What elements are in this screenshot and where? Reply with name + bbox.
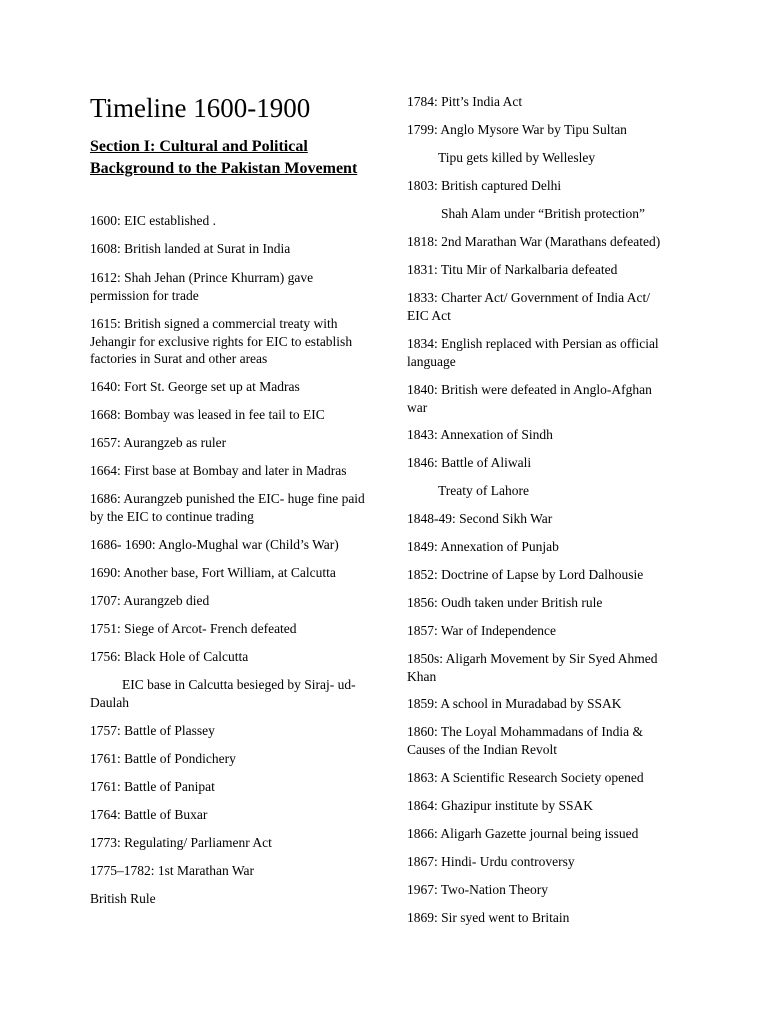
timeline-entry: 1799: Anglo Mysore War by Tipu Sultan — [407, 122, 627, 137]
timeline-entry: 1761: Battle of Pondichery — [90, 751, 236, 766]
timeline-entry: 1848-49: Second Sikh War — [407, 511, 553, 526]
timeline-entry: 1784: Pitt’s India Act — [407, 94, 523, 109]
timeline-entry: 1803: British captured Delhi — [407, 178, 562, 193]
timeline-entry: 1846: Battle of Aliwali — [407, 455, 532, 470]
timeline-entry: 1833: Charter Act/ Government of India Act/ EIC Act — [407, 290, 650, 323]
timeline-entry: 1608: British landed at Surat in India — [90, 241, 291, 256]
timeline-entry: 1860: The Loyal Mohammadans of India & Causes of the Indian Revolt — [407, 724, 643, 757]
timeline-entry-indented: EIC base in Calcutta besieged by Siraj- ud-Daulah — [90, 677, 356, 710]
timeline-entry: 1863: A Scientific Research Society opened — [407, 770, 644, 785]
timeline-entry: 1856: Oudh taken under British rule — [407, 595, 603, 610]
section-heading: Section I: Cultural and Political Background to the Pakistan Movement — [90, 138, 358, 177]
timeline-entry: 1686- 1690: Anglo-Mughal war (Child’s War) — [90, 537, 339, 552]
timeline-entry-indented: Treaty of Lahore — [438, 483, 529, 498]
timeline-entry: 1757: Battle of Plassey — [90, 723, 215, 738]
timeline-entry: 1831: Titu Mir of Narkalbaria defeated — [407, 262, 618, 277]
timeline-entry: 1600: EIC established . — [90, 213, 216, 228]
timeline-entry: 1834: English replaced with Persian as official language — [407, 336, 659, 369]
timeline-entry: 1859: A school in Muradabad by SSAK — [407, 696, 622, 711]
timeline-entry: 1707: Aurangzeb died — [90, 593, 210, 608]
timeline-entry: 1840: British were defeated in Anglo-Afghan war — [407, 382, 652, 415]
page-title: Timeline 1600-1900 — [90, 93, 311, 123]
timeline-entry: 1761: Battle of Panipat — [90, 779, 215, 794]
timeline-entry: 1773: Regulating/ Parliamenr Act — [90, 835, 272, 850]
timeline-entry: 1849: Annexation of Punjab — [407, 539, 559, 554]
timeline-entry: 1843: Annexation of Sindh — [407, 427, 553, 442]
timeline-entry: 1640: Fort St. George set up at Madras — [90, 379, 300, 394]
timeline-entry: 1668: Bombay was leased in fee tail to EIC — [90, 407, 325, 422]
timeline-entry: 1866: Aligarh Gazette journal being issued — [407, 826, 639, 841]
timeline-entry: 1818: 2nd Marathan War (Marathans defeated) — [407, 234, 661, 249]
timeline-entry: 1764: Battle of Buxar — [90, 807, 208, 822]
timeline-entry: 1615: British signed a commercial treaty with Jehangir for exclusive rights for EIC to establish factories in Surat and other areas — [90, 316, 353, 366]
timeline-entry: 1775–1782: 1st Marathan War — [90, 863, 255, 878]
timeline-entry: 1657: Aurangzeb as ruler — [90, 435, 227, 450]
timeline-entry: 1857: War of Independence — [407, 623, 556, 638]
timeline-entry: 1686: Aurangzeb punished the EIC- huge fine paid by the EIC to continue trading — [90, 491, 365, 524]
timeline-entry-indented: Tipu gets killed by Wellesley — [438, 150, 596, 165]
timeline-entry: 1751: Siege of Arcot- French defeated — [90, 621, 297, 636]
timeline-entry: 1867: Hindi- Urdu controversy — [407, 854, 575, 869]
timeline-entry: 1690: Another base, Fort William, at Calcutta — [90, 565, 336, 580]
timeline-entry-indented: Shah Alam under “British protection” — [441, 206, 645, 221]
timeline-entry: 1864: Ghazipur institute by SSAK — [407, 798, 593, 813]
timeline-entry: British Rule — [90, 891, 156, 906]
timeline-entry: 1850s: Aligarh Movement by Sir Syed Ahmed Khan — [407, 651, 658, 684]
timeline-entry: 1612: Shah Jehan (Prince Khurram) gave permission for trade — [90, 270, 314, 303]
timeline-entry: 1852: Doctrine of Lapse by Lord Dalhousie — [407, 567, 644, 582]
timeline-entry: 1664: First base at Bombay and later in Madras — [90, 463, 347, 478]
timeline-entry: 1756: Black Hole of Calcutta — [90, 649, 249, 664]
timeline-entry: 1869: Sir syed went to Britain — [407, 910, 570, 925]
timeline-entry: 1967: Two-Nation Theory — [407, 882, 549, 897]
